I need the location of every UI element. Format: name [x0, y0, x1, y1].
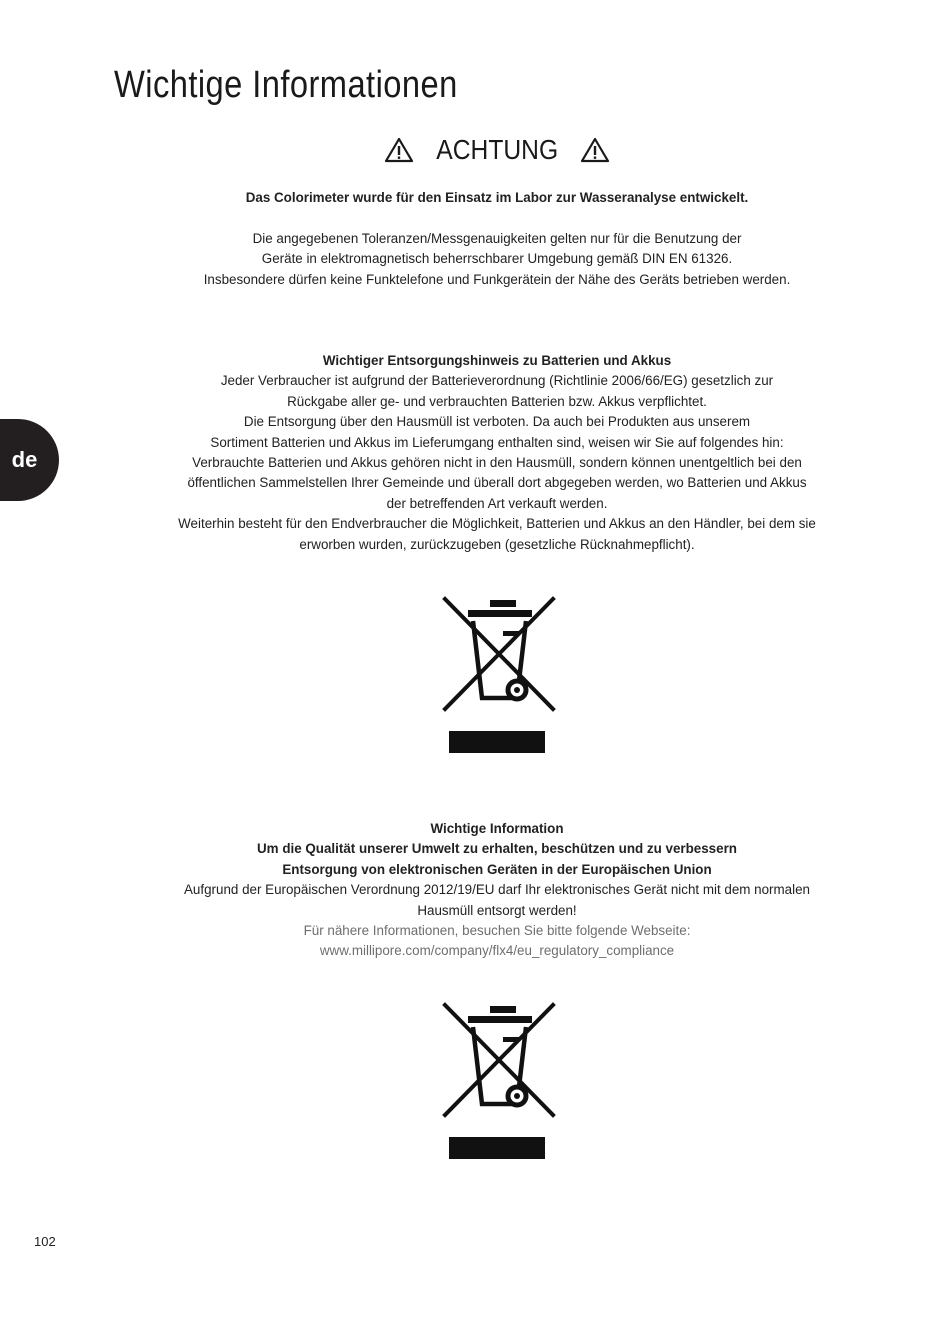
weee-section	[0, 819, 950, 962]
crossed-out-wheelie-bin-icon	[440, 594, 558, 714]
language-tab: de	[0, 419, 59, 501]
warning-text	[0, 229, 950, 290]
battery-heading: Wichtiger Entsorgungshinweis zu Batterien und Akkus	[322, 353, 672, 368]
battery-line: Weiterhin besteht für den Endverbraucher die Möglichkeit, Batterien und Akkus an den Händler, bei dem sie	[178, 516, 816, 532]
battery-line: Sortiment Batterien und Akkus im Lieferumgang enthalten sind, weisen wir Sie auf folgendes hin:	[210, 434, 784, 450]
battery-line: öffentlichen Sammelstellen Ihrer Gemeinde und überall dort abgegeben werden, wo Batterien und Akkus	[187, 475, 807, 491]
battery-line: der betreffenden Art verkauft werden.	[386, 495, 608, 511]
warning-intro	[0, 188, 950, 208]
weee-info-line: Für nähere Informationen, besuchen Sie bitte folgende Webseite:	[303, 923, 691, 939]
battery-line: Die Entsorgung über den Hausmüll ist verboten. Da auch bei Produkten aus unserem	[243, 414, 751, 430]
page-number: 102	[34, 1234, 56, 1249]
weee-heading: Wichtige Information	[430, 821, 564, 836]
weee-info-url: www.millipore.com/company/flx4/eu_regulatory_compliance	[319, 943, 675, 959]
warning-heading	[0, 134, 950, 166]
weee-line: Aufgrund der Europäischen Verordnung 2012/19/EU darf Ihr elektronisches Gerät nicht mit dem normalen	[184, 882, 810, 898]
battery-line: Jeder Verbraucher ist aufgrund der Batterieverordnung (Richtlinie 2006/66/EG) gesetzlich zur	[220, 373, 774, 389]
page-title: Wichtige Informationen	[114, 64, 458, 106]
separate-collection-bar	[449, 731, 545, 753]
warning-heading-label: ACHTUNG	[436, 134, 558, 165]
warning-triangle-icon	[580, 137, 610, 163]
battery-line: Verbrauchte Batterien und Akkus gehören nicht in den Hausmüll, sondern können unentgeltlich bei den	[192, 455, 802, 471]
battery-line: erworben wurden, zurückzugeben (gesetzliche Rücknahmepflicht).	[299, 536, 695, 552]
battery-disposal-section	[0, 351, 950, 555]
warning-line: Geräte in elektromagnetisch beherrschbarer Umgebung gemäß DIN EN 61326.	[261, 251, 733, 267]
weee-heading: Entsorgung von elektronischen Geräten in der Europäischen Union	[282, 861, 712, 877]
crossed-out-wheelie-bin-icon	[440, 1000, 558, 1120]
separate-collection-bar	[449, 1137, 545, 1159]
battery-line: Rückgabe aller ge- und verbrauchten Batterien bzw. Akkus verpflichtet.	[287, 393, 707, 409]
weee-line: Hausmüll entsorgt werden!	[417, 902, 577, 918]
warning-line: Die angegebenen Toleranzen/Messgenauigkeiten gelten nur für die Benutzung der	[252, 231, 742, 246]
warning-line: Insbesondere dürfen keine Funktelefone und Funkgerätein der Nähe des Geräts betrieben werden.	[203, 271, 791, 287]
warning-triangle-icon	[384, 137, 414, 163]
weee-heading: Um die Qualität unserer Umwelt zu erhalten, beschützen und zu verbessern	[257, 841, 737, 857]
warning-line: Das Colorimeter wurde für den Einsatz im Labor zur Wasseranalyse entwickelt.	[245, 190, 749, 205]
